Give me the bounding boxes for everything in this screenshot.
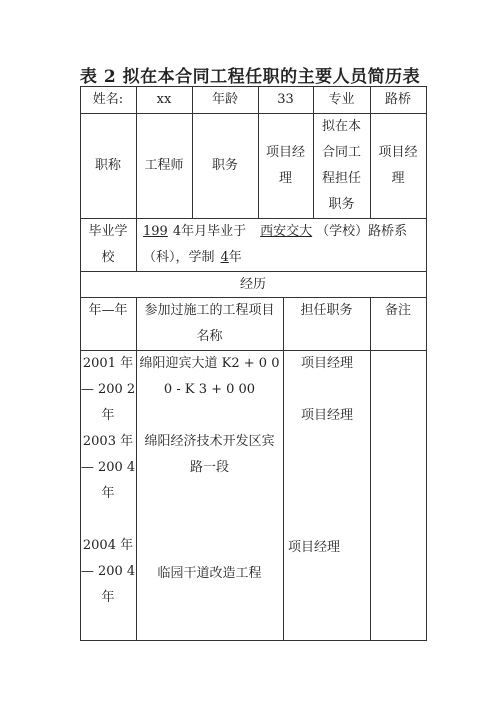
period-spacer <box>80 507 136 533</box>
period-text: 年 <box>101 408 115 423</box>
rule-r1 <box>80 113 427 114</box>
school-detail-line1 <box>143 219 426 245</box>
period-text: 2001 年 <box>82 356 134 371</box>
period-text: — 200 2 <box>80 382 136 397</box>
graduation-year-suffix: 4 <box>172 224 182 239</box>
name-label: 姓名: <box>92 92 124 107</box>
proposed-role-value-line: 理 <box>391 171 405 186</box>
proposed-role-label-line: 拟在本 <box>321 119 361 134</box>
proposed-role-label <box>313 114 370 218</box>
rule-bottom <box>80 640 427 641</box>
position-value <box>258 140 313 192</box>
study-duration: 4 <box>220 250 229 265</box>
duration-text: （科），学制 <box>143 250 215 265</box>
school-detail <box>143 219 426 271</box>
school-name: 西安交大 <box>260 224 313 239</box>
project-name-3: 临园干道改造工程 <box>157 566 262 581</box>
major-value: 路桥 <box>384 92 411 107</box>
role-2: 项目经理 <box>301 408 354 423</box>
project-name-2 <box>136 429 283 481</box>
name-value: xx <box>156 92 172 107</box>
graduation-text: 年月毕业于 <box>181 224 247 239</box>
school-label <box>80 219 136 271</box>
period-text: 2003 年 <box>82 434 134 449</box>
period-text: — 200 4 <box>80 564 136 579</box>
proposed-role-label-line: 程担任 <box>321 171 361 186</box>
project-header-line: 参加过施工的工程项目 <box>144 303 275 318</box>
proposed-role-value-line: 项目经 <box>378 145 418 160</box>
experience-header: 经历 <box>239 277 266 292</box>
role-header: 担任职务 <box>300 303 353 318</box>
role-1: 项目经理 <box>301 356 354 371</box>
duration-unit: 年 <box>228 250 242 265</box>
job-title-label: 职称 <box>94 158 121 173</box>
position-value-line: 理 <box>278 171 292 186</box>
project-name-1 <box>136 351 283 403</box>
age-value: 33 <box>277 92 294 107</box>
project-name-line: 绵阳经济技术开发区宾 <box>144 434 275 449</box>
role-3: 项目经理 <box>288 540 341 555</box>
graduation-year: 199 <box>143 224 168 239</box>
project-header <box>136 298 283 350</box>
position-label: 职务 <box>211 158 238 173</box>
school-label-line: 毕业学 <box>88 224 128 239</box>
school-label-line: 校 <box>101 250 115 265</box>
school-detail-line2 <box>143 245 426 271</box>
proposed-role-label-line: 合同工 <box>321 145 361 160</box>
rule-school <box>136 218 137 271</box>
age-label: 年龄 <box>211 92 238 107</box>
period-text: 2004 年 <box>82 538 134 553</box>
period-text: 年 <box>101 590 115 605</box>
project-name-line: 0 - K 3 + 0 00 <box>163 382 256 397</box>
project-header-line: 名称 <box>196 329 223 344</box>
period-header: 年—年 <box>88 303 128 318</box>
period-text: — 200 4 <box>80 460 136 475</box>
school-text: （学校）路桥系 <box>316 224 408 239</box>
rule-right <box>426 86 427 640</box>
project-name-line: 绵阳迎宾大道 K2 + 0 0 <box>139 356 280 371</box>
notes-header: 备注 <box>384 303 411 318</box>
proposed-role-label-line: 职务 <box>328 197 355 212</box>
job-title-value: 工程师 <box>144 158 184 173</box>
period-list <box>80 351 136 611</box>
table-title: 表 2 拟在本合同工程任职的主要人员简历表 <box>79 67 421 87</box>
position-value-line: 项目经 <box>265 145 305 160</box>
proposed-role-value <box>370 140 426 192</box>
rule-exp2 <box>283 297 284 640</box>
major-label: 专业 <box>328 92 355 107</box>
rule-exp3 <box>370 297 371 640</box>
period-text: 年 <box>101 486 115 501</box>
project-name-line: 路一段 <box>189 460 229 475</box>
